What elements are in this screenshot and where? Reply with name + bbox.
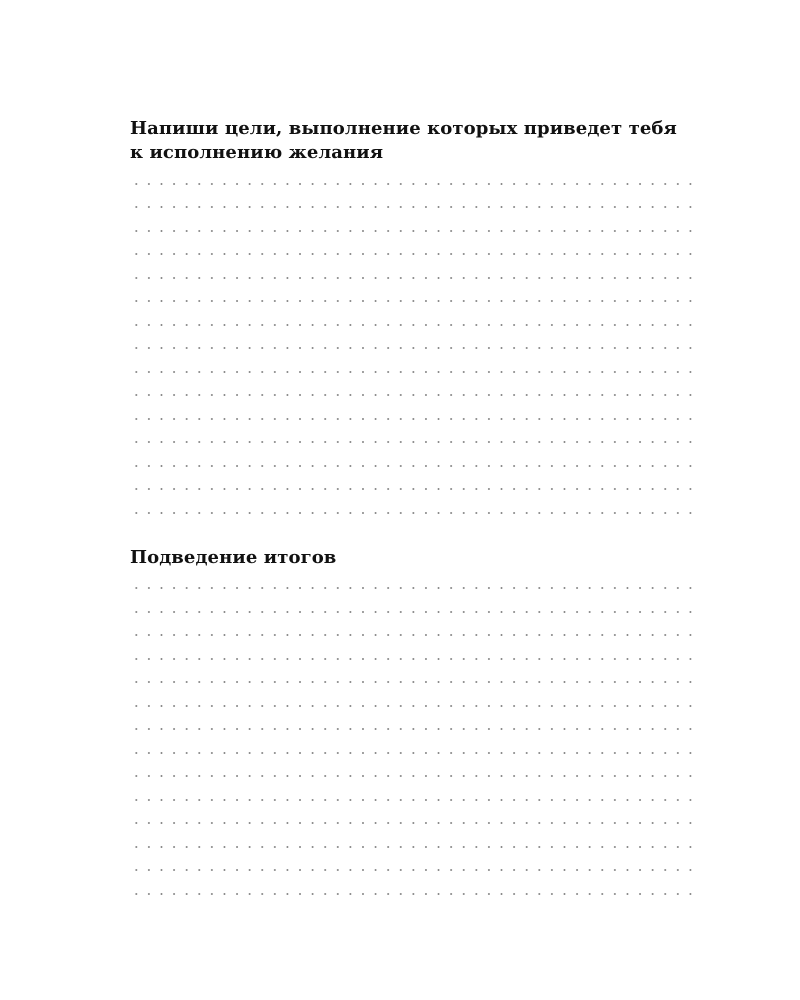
writing-line [130,402,698,426]
writing-line [130,238,698,262]
summary-section [130,546,698,901]
writing-line [130,595,698,619]
writing-line [130,642,698,666]
goals-heading-line-2: к исполнению желания [130,142,384,163]
writing-line [130,877,698,901]
writing-line [130,355,698,379]
writing-line [130,736,698,760]
writing-line [130,332,698,356]
writing-line [130,619,698,643]
writing-line [130,854,698,878]
summary-writing-lines [130,572,698,901]
writing-line [130,713,698,737]
writing-line [130,689,698,713]
writing-line [130,807,698,831]
writing-line [130,214,698,238]
writing-line [130,261,698,285]
writing-line [130,473,698,497]
writing-line [130,666,698,690]
goals-heading-line-1: Напиши цели, выполнение которых приведет тебя [130,118,677,139]
writing-line [130,830,698,854]
writing-line [130,285,698,309]
writing-line [130,308,698,332]
writing-line [130,426,698,450]
goals-writing-lines [130,167,698,520]
writing-line [130,167,698,191]
writing-line [130,191,698,215]
goals-section [130,117,698,520]
writing-line [130,572,698,596]
goals-heading [130,117,698,165]
writing-line [130,496,698,520]
writing-line [130,783,698,807]
writing-line [130,379,698,403]
workbook-page [130,117,698,901]
summary-heading: Подведение итогов [130,546,337,568]
writing-line [130,760,698,784]
writing-line [130,449,698,473]
